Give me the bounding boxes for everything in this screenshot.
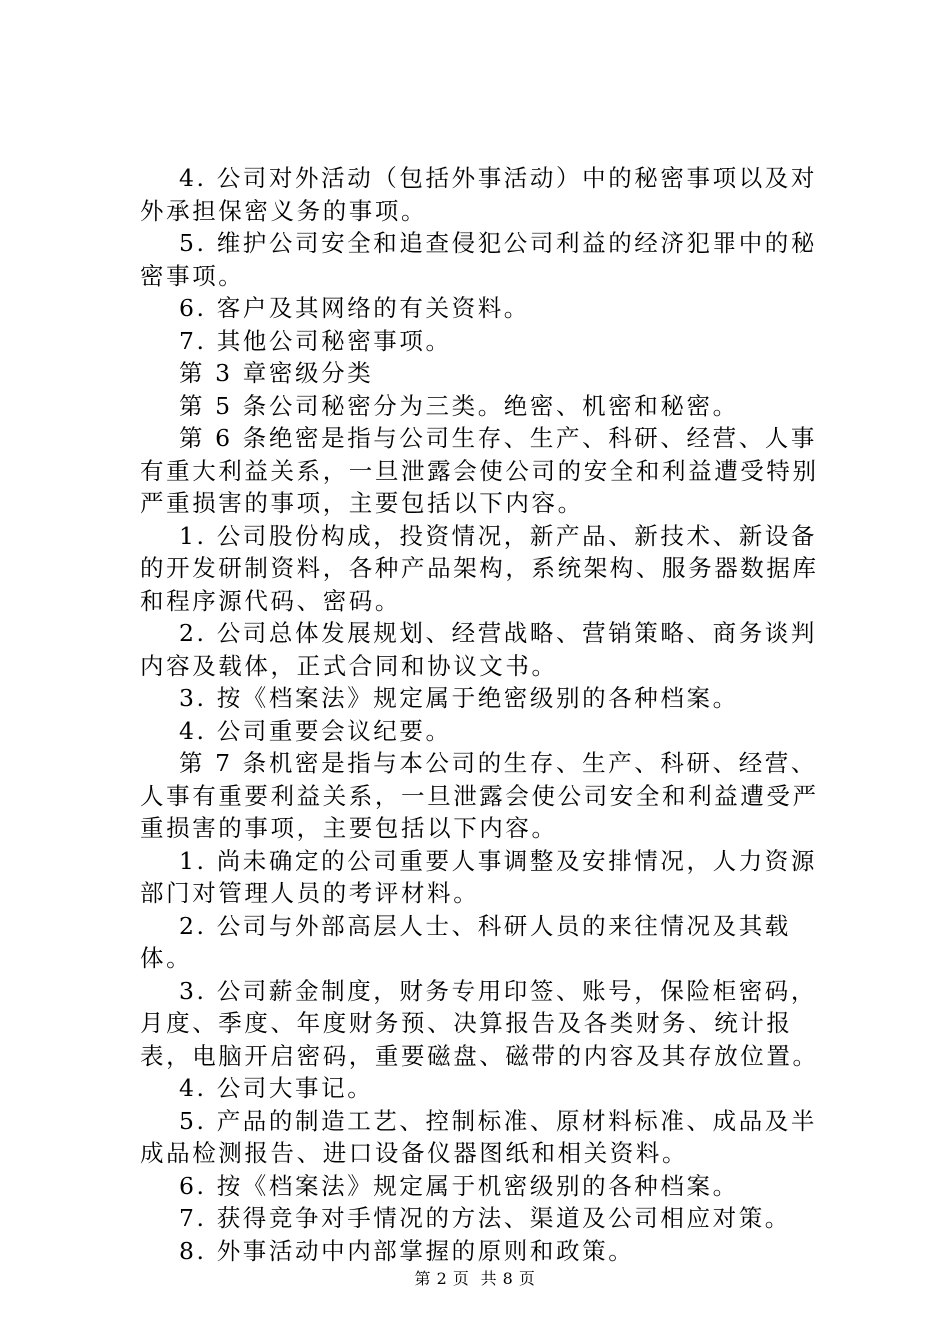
article-6-top-secret: 第 6 条绝密是指与公司生存、生产、科研、经营、人事有重大利益关系，一旦泄露会使公司的安全和利益遭受特别严重损害的事项，主要包括以下内容。 [140,424,819,517]
paragraph-item-6-clients: 6. 客户及其网络的有关资料。 [179,294,530,322]
confidential-item-8: 8. 外事活动中内部掌握的原则和政策。 [179,1236,635,1265]
confidential-item-7: 7. 获得竞争对手情况的方法、渠道及公司相应对策。 [179,1204,791,1232]
paragraph-item-5-security: 5. 维护公司安全和追查侵犯公司利益的经济犯罪中的秘密事项。 [140,229,817,290]
top-secret-item-2: 2. 公司总体发展规划、经营战略、营销策略、商务谈判内容及载体，正式合同和协议文书。 [140,619,817,680]
top-secret-item-3: 3. 按《档案法》规定属于绝密级别的各种档案。 [179,684,739,712]
document-body [140,162,830,1267]
paragraph-item-4-foreign-activities: 4. 公司对外活动（包括外事活动）中的秘密事项以及对外承担保密义务的事项。 [140,164,817,225]
top-secret-item-1: 1. 公司股份构成，投资情况，新产品、新技术、新设备的开发研制资料，各种产品架构，系统架构、服务器数据库和程序源代码、密码。 [140,521,819,615]
confidential-item-2: 2. 公司与外部高层人士、科研人员的来往情况及其载体。 [140,911,791,972]
confidential-item-4: 4. 公司大事记。 [179,1074,374,1102]
confidential-item-5: 5. 产品的制造工艺、控制标准、原材料标准、成品及半成品检测报告、进口设备仪器图纸和相关资料。 [140,1106,817,1167]
paragraph-item-7-other: 7. 其他公司秘密事项。 [179,326,452,355]
confidential-item-1: 1. 尚未确定的公司重要人事调整及安排情况，人力资源部门对管理人员的考评材料。 [140,846,817,907]
article-5: 第 5 条公司秘密分为三类。绝密、机密和秘密。 [179,391,739,420]
article-7-confidential: 第 7 条机密是指与本公司的生存、生产、科研、经营、人事有重要利益关系，一旦泄露会使公司安全和利益遭受严重损害的事项，主要包括以下内容。 [140,749,819,842]
confidential-item-6: 6. 按《档案法》规定属于机密级别的各种档案。 [179,1171,739,1200]
chapter-heading: 第 3 章密级分类 [179,359,374,387]
top-secret-item-4: 4. 公司重要会议纪要。 [179,716,452,745]
confidential-item-3: 3. 公司薪金制度，财务专用印签、账号，保险柜密码，月度、季度、年度财务预、决算报告及各类财务、统计报表，电脑开启密码，重要磁盘、磁带的内容及其存放位置。 [140,976,819,1070]
page-footer: 第 2 页 共 8 页 [414,1269,536,1288]
